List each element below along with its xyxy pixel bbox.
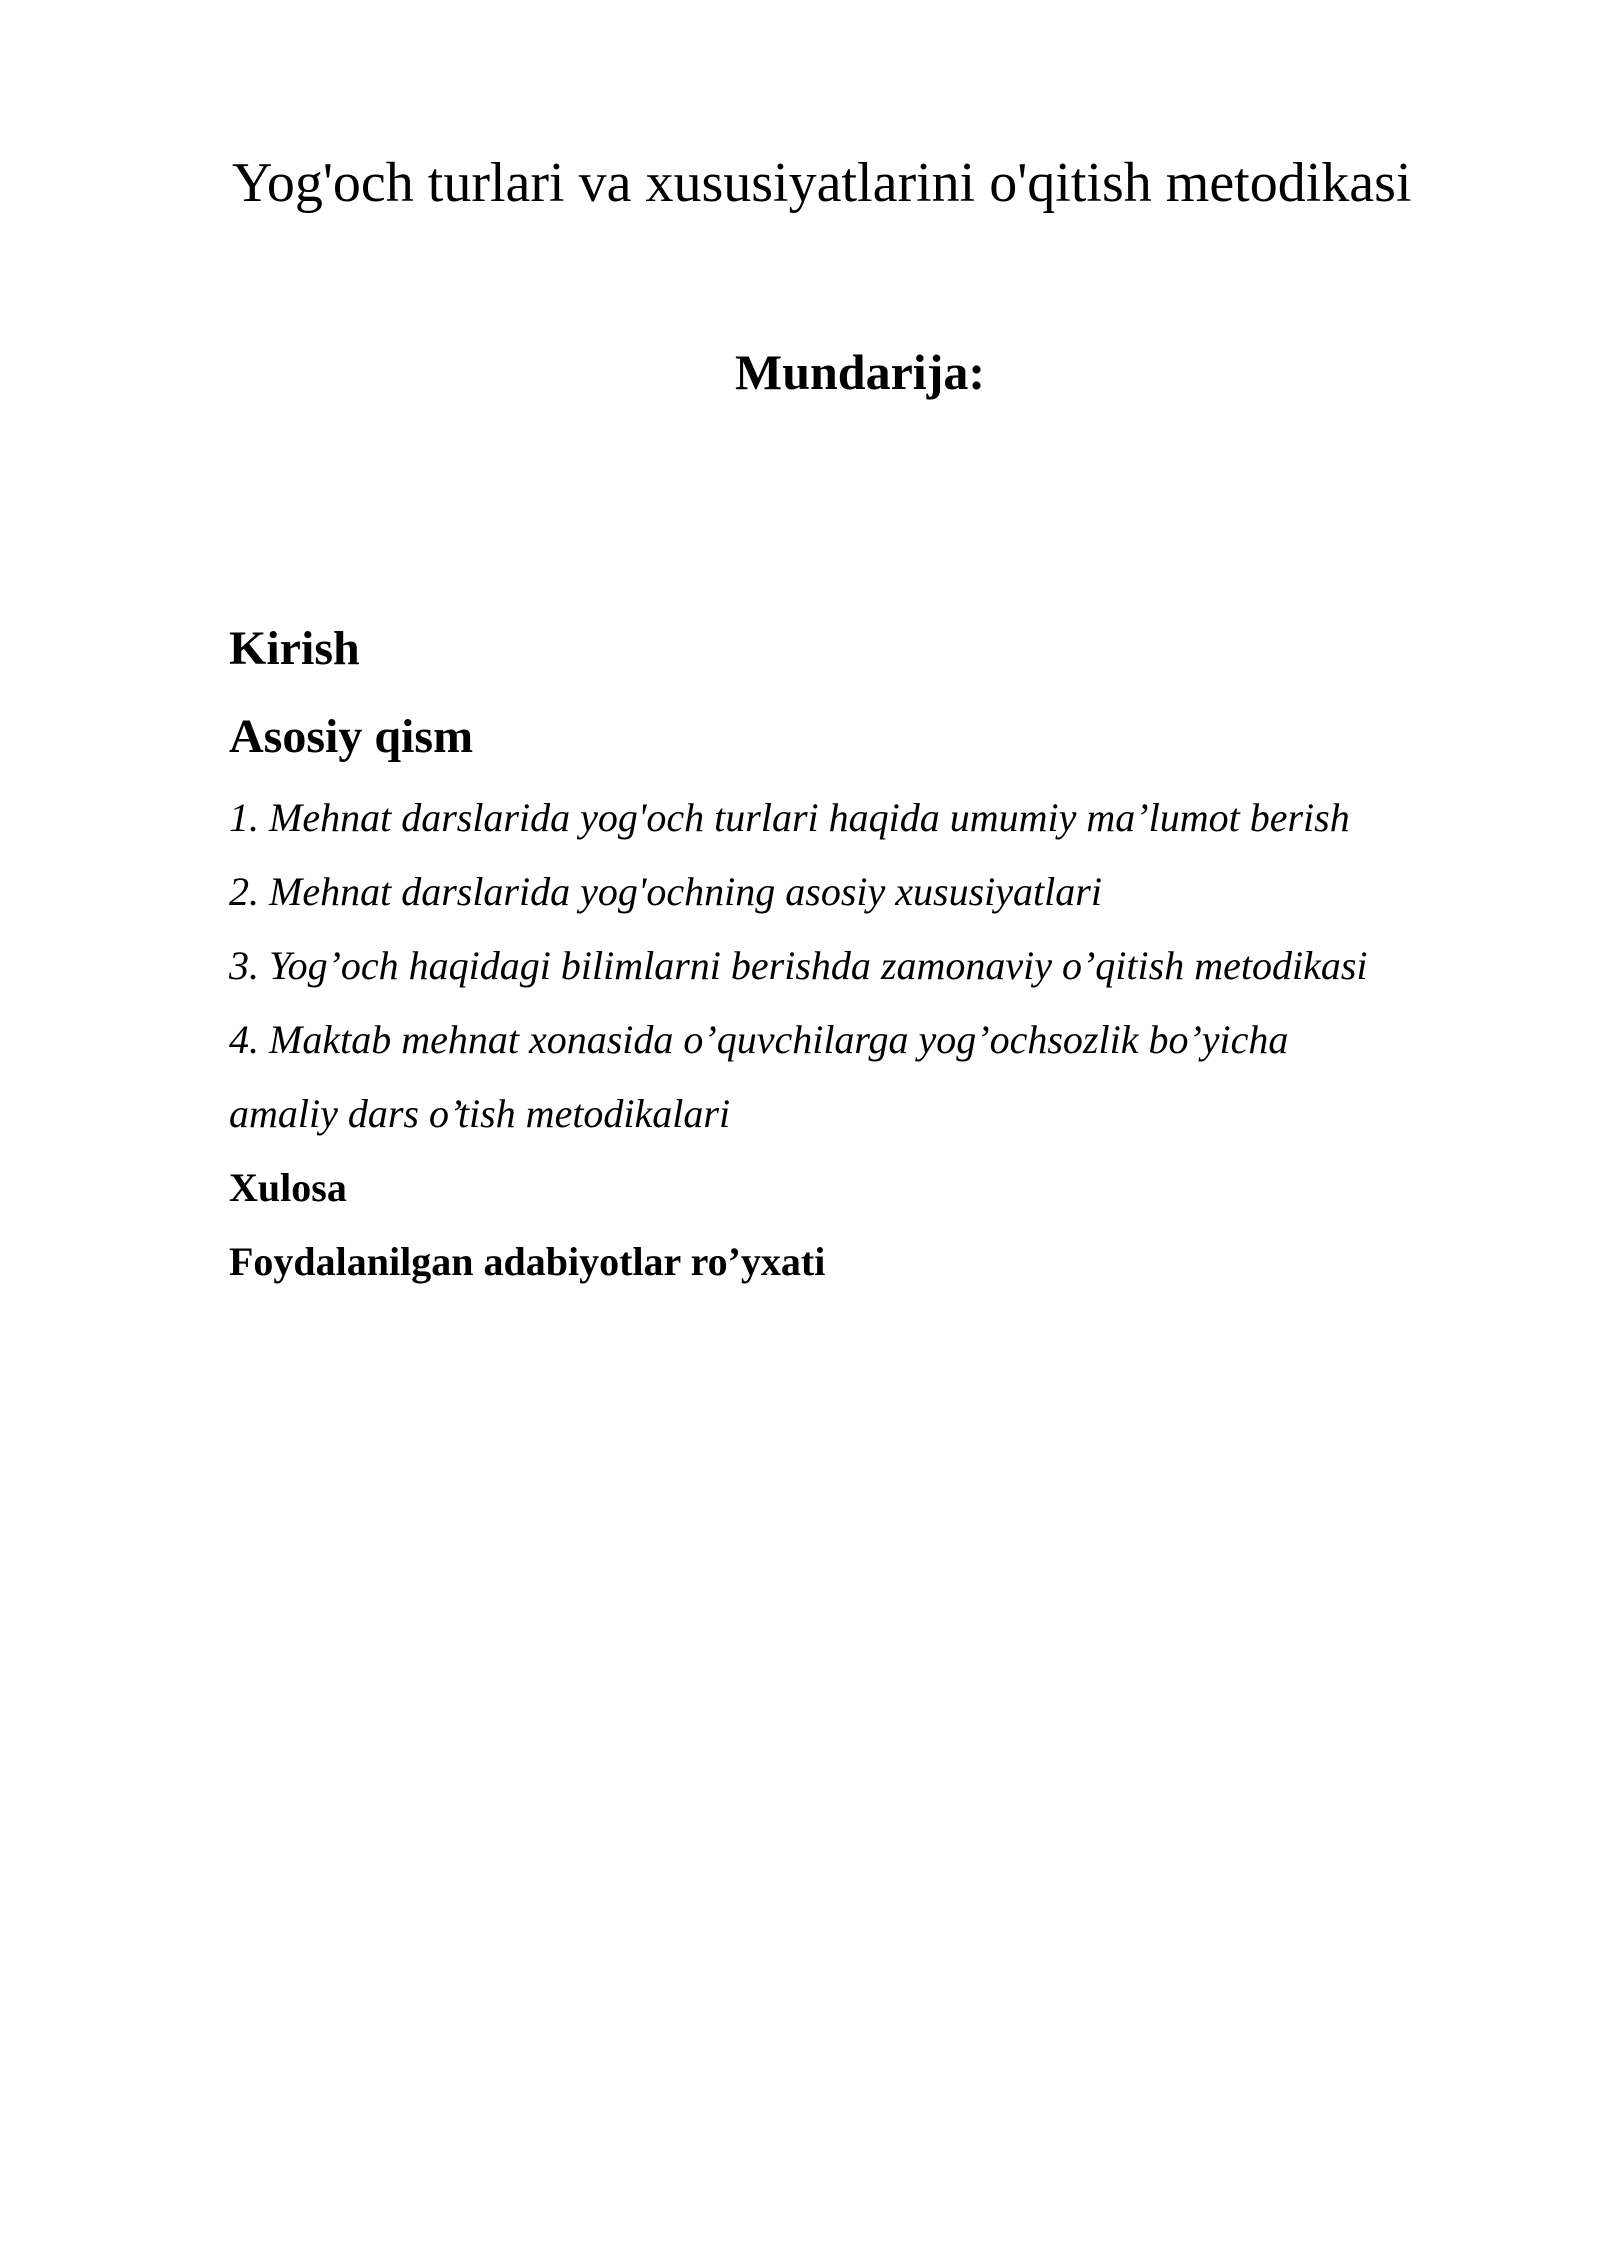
toc-item-2 [229,855,1529,929]
toc-item-text: Mehnat darslarida yog'ochning asosiy xususiyatlari [269,869,1102,914]
toc-conclusion: Xulosa [229,1165,347,1210]
toc-item-number: 4. [229,1017,259,1062]
toc-item-1 [229,781,1529,855]
toc-item-4 [229,1003,1529,1077]
toc-item-number: 1. [229,795,259,840]
toc-item-4-continuation: amaliy dars o’tish metodikalari [229,1091,731,1136]
toc-item-text: Yog’och haqidagi bilimlarni berishda zamonaviy o’qitish metodikasi [269,943,1368,988]
toc-item-text: Maktab mehnat xonasida o’quvchilarga yog’ochsozlik bo’yicha [269,1017,1289,1062]
toc-item-number: 3. [229,943,259,988]
toc-item-text: Mehnat darslarida yog'och turlari haqida umumiy ma’lumot berish [269,795,1350,840]
toc-item-3 [229,929,1529,1003]
document-title: Yog'och turlari va xususiyatlarini o'qitish metodikasi [232,152,1412,214]
toc-references: Foydalanilgan adabiyotlar ro’yxati [229,1239,826,1284]
toc-section-intro: Kirish [229,622,360,675]
toc-section-main: Asosiy qism [229,710,474,763]
toc-item-number: 2. [229,869,259,914]
table-of-contents [229,605,1529,1299]
toc-heading: Mundarija: [735,344,985,400]
